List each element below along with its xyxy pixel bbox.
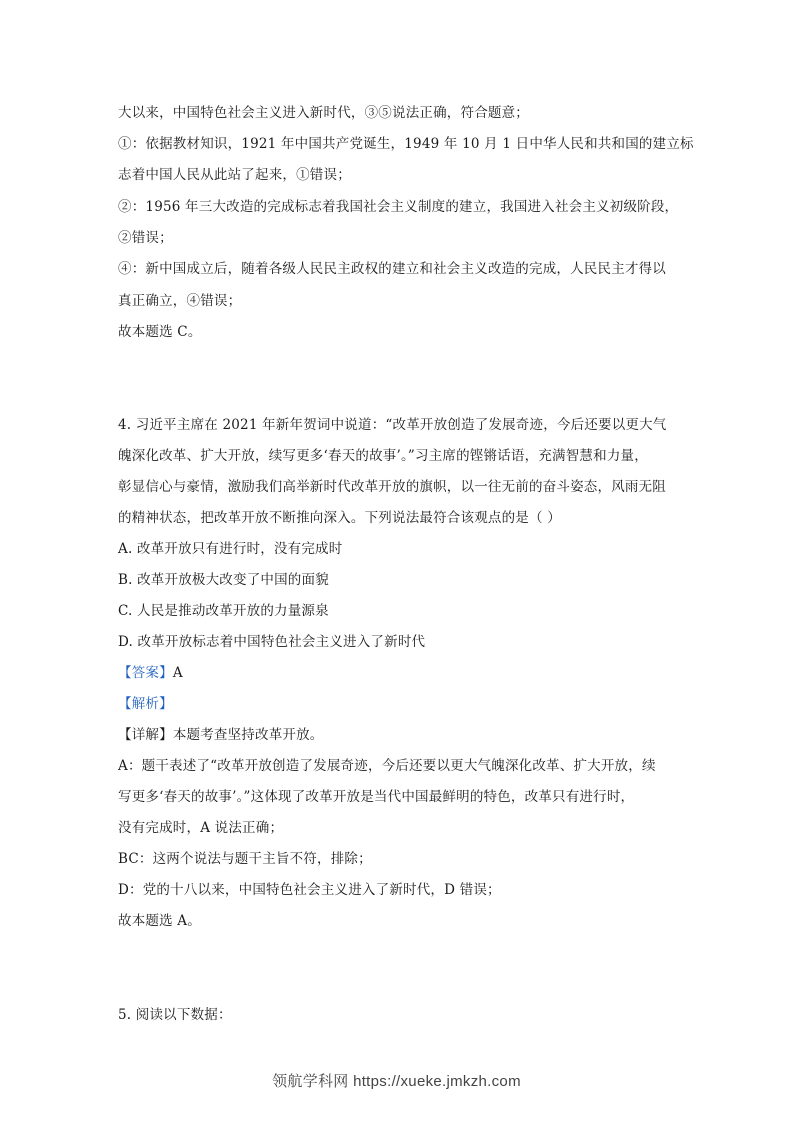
explanation-line: D：党的十八以来，中国特色社会主义进入了新时代，D 错误；: [118, 882, 501, 898]
prev-answer-line: ②：1956 年三大改造的完成标志着我国社会主义制度的建立，我国进入社会主义初级阶段，: [118, 199, 679, 215]
question-4-stem-line: 彰显信心与豪情，激励我们高举新时代改革开放的旗帜，以一往无前的奋斗姿态，风雨无阻: [118, 479, 666, 495]
detail-text: 本题考查坚持改革开放。: [172, 727, 324, 743]
detail-row: [118, 726, 324, 744]
answer-tag: 【答案】: [118, 665, 173, 681]
answer-value: A: [172, 665, 183, 681]
explanation-line: BC：这两个说法与题干主旨不符，排除；: [118, 851, 372, 867]
analysis-row: [118, 695, 173, 713]
analysis-tag: 【解析】: [118, 696, 173, 712]
prev-answer-line: 大以来，中国特色社会主义进入新时代，③⑤说法正确，符合题意；: [118, 105, 529, 121]
prev-answer-line: 真正确立，④错误；: [118, 293, 242, 309]
prev-answer-line: 志着中国人民从此站了起来，①错误；: [118, 167, 351, 183]
question-4-stem-line: 的精神状态，把改革开放不断推向深入。下列说法最符合该观点的是（ ）: [118, 510, 561, 526]
option-a: A. 改革开放只有进行时，没有完成时: [118, 541, 343, 557]
answer-row: [118, 664, 183, 682]
option-d: D. 改革开放标志着中国特色社会主义进入了新时代: [118, 634, 426, 650]
prev-answer-conclusion: 故本题选 C。: [118, 324, 202, 340]
explanation-line: 没有完成时，A 说法正确；: [118, 820, 284, 836]
explanation-conclusion: 故本题选 A。: [118, 913, 201, 929]
detail-tag: 【详解】: [118, 727, 173, 743]
prev-answer-line: ①：依据教材知识，1921 年中国共产党诞生，1949 年 10 月 1 日中华人民和共和国的建立标: [118, 136, 694, 152]
option-b: B. 改革开放极大改变了中国的面貌: [118, 572, 329, 588]
prev-answer-line: ④：新中国成立后，随着各级人民民主政权的建立和社会主义改造的完成，人民民主才得以: [118, 261, 666, 277]
question-4-stem-line: 4. 习近平主席在 2021 年新年贺词中说道：“改革开放创造了发展奇迹，今后还要以更大气: [118, 417, 667, 433]
option-c: C. 人民是推动改革开放的力量源泉: [118, 603, 329, 619]
footer-watermark: 领航学科网 https://xueke.jmkzh.com: [272, 1073, 521, 1090]
explanation-line: 写更多‘春天的故事’。”这体现了改革开放是当代中国最鲜明的特色，改革只有进行时，: [118, 789, 635, 805]
question-4-stem-line: 魄深化改革、扩大开放，续写更多‘春天的故事’。”习主席的铿锵话语，充满智慧和力量，: [118, 448, 648, 464]
question-5-stem: 5. 阅读以下数据：: [118, 1007, 232, 1023]
explanation-line: A：题干表述了“改革开放创造了发展奇迹，今后还要以更大气魄深化改革、扩大开放，续: [118, 758, 656, 774]
prev-answer-line: ②错误；: [118, 230, 173, 246]
